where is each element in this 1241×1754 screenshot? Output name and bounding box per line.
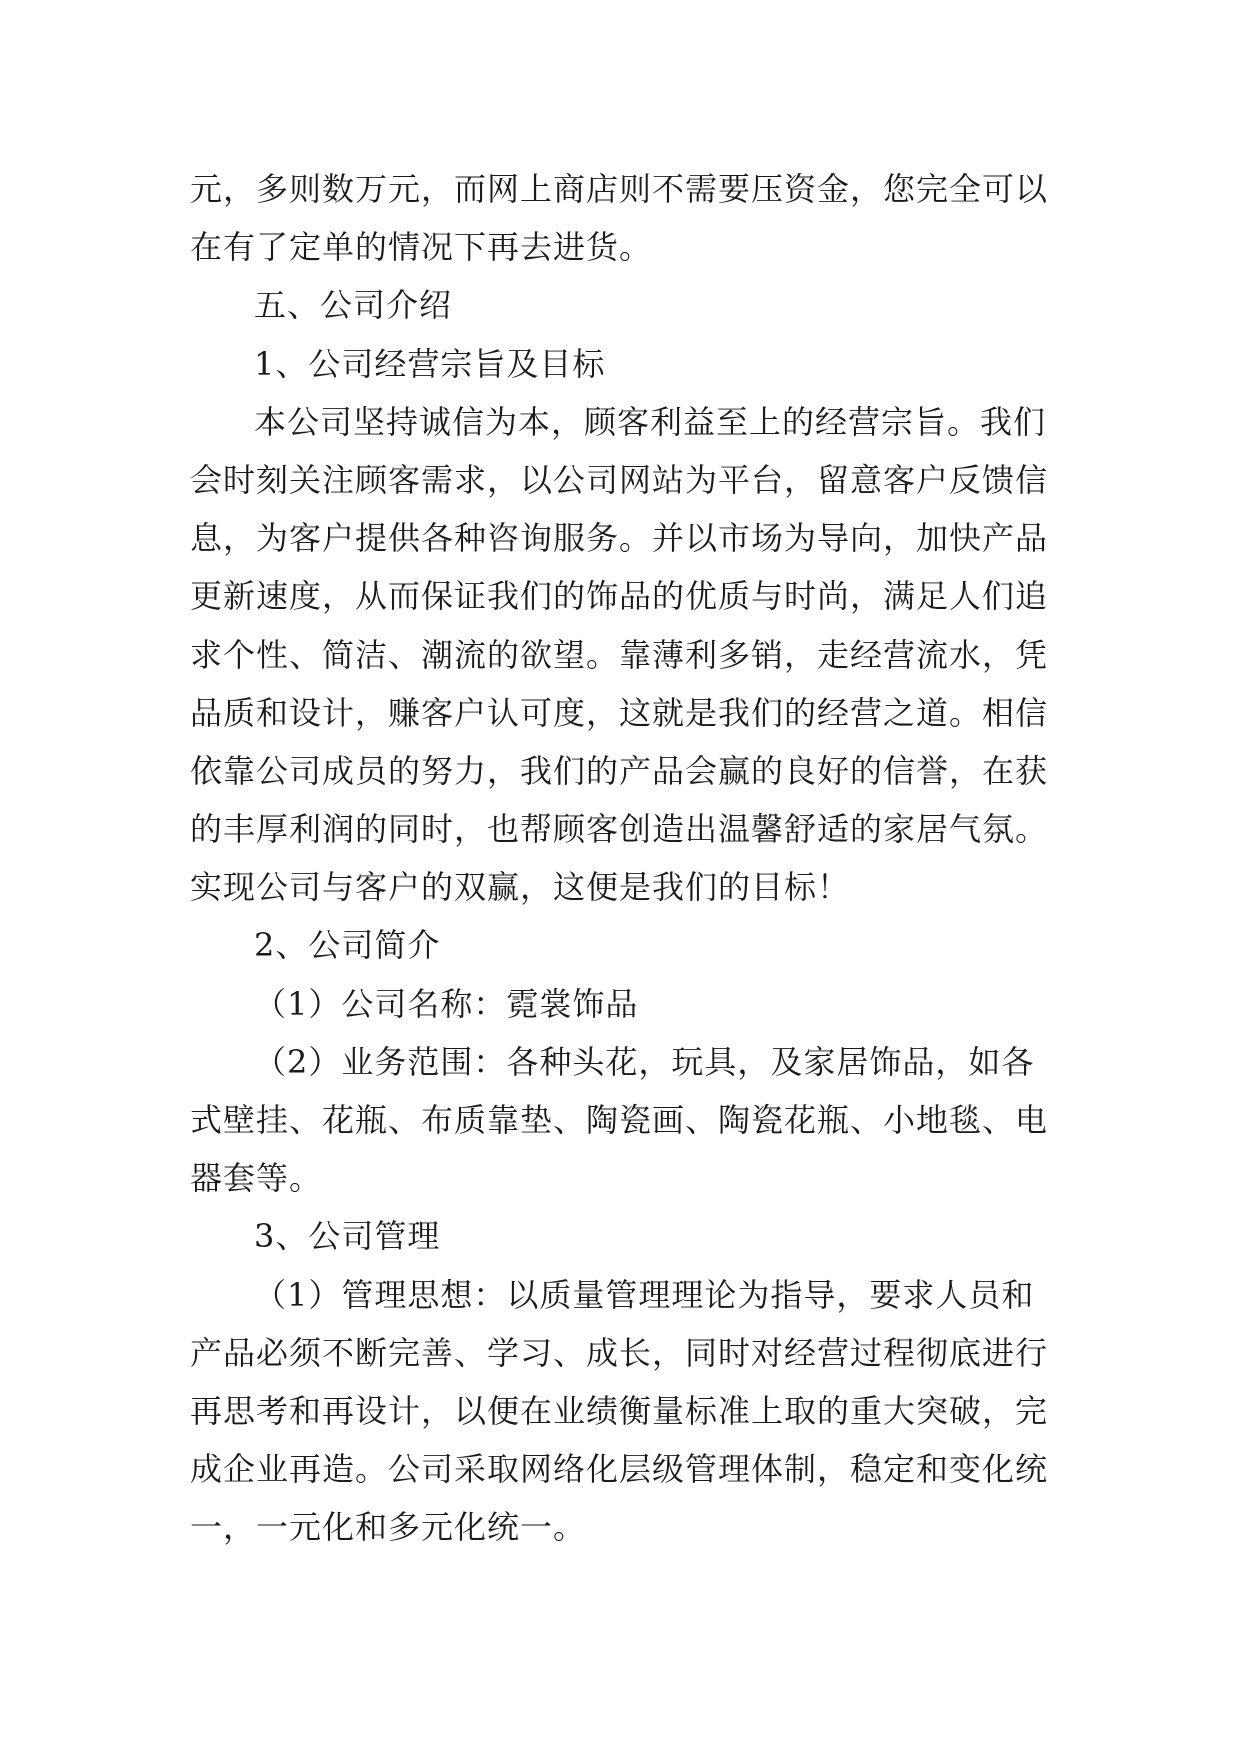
paragraph-line: 品质和设计，赚客户认可度，这就是我们的经营之道。相信 [190,693,1049,732]
subsection-heading: 2、公司简介 [254,926,441,965]
document-body [190,160,1070,1557]
paragraph-line: 式壁挂、花瓶、布质靠垫、陶瓷画、陶瓷花瓶、小地毯、电 [190,1101,1049,1139]
paragraph-line: 的丰厚利润的同时，也帮顾客创造出温馨舒适的家居气氛。 [190,810,1049,849]
paragraph-line: 成企业再造。公司采取网络化层级管理体制，稳定和变化统 [190,1450,1049,1489]
list-item: （1）管理思想：以质量管理理论为指导，要求人员和 [254,1275,1035,1314]
list-item: （1）公司名称：霓裳饰品 [254,984,639,1023]
paragraph-line: 在有了定单的情况下再去进货。 [190,228,653,267]
paragraph-line: 元，多则数万元，而网上商店则不需要压资金，您完全可以 [190,170,1049,208]
paragraph-line: 器套等。 [190,1159,323,1198]
paragraph-line: 产品必须不断完善、学习、成长，同时对经营过程彻底进行 [190,1333,1049,1372]
list-item: （2）业务范围：各种头花，玩具，及家居饰品，如各 [254,1042,1035,1081]
paragraph-line: 会时刻关注顾客需求，以公司网站为平台，留意客户反馈信 [190,460,1049,499]
paragraph-line: 息，为客户提供各种咨询服务。并以市场为导向，加快产品 [190,519,1049,558]
section-heading: 五、公司介绍 [254,286,453,325]
paragraph-line: 实现公司与客户的双赢，这便是我们的目标！ [190,868,851,907]
paragraph-line: 本公司坚持诚信为本，顾客利益至上的经营宗旨。我们 [254,402,1047,441]
subsection-heading: 1、公司经营宗旨及目标 [254,344,606,383]
subsection-heading: 3、公司管理 [254,1217,441,1256]
paragraph-line: 求个性、简洁、潮流的欲望。靠薄利多销，走经营流水，凭 [190,635,1049,674]
paragraph-line: 一，一元化和多元化统一。 [190,1508,587,1547]
paragraph-line: 更新速度，从而保证我们的饰品的优质与时尚，满足人们追 [190,577,1049,616]
paragraph-line: 再思考和再设计，以便在业绩衡量标准上取的重大突破，完 [190,1391,1049,1430]
paragraph-line: 依靠公司成员的努力，我们的产品会赢的良好的信誉，在获 [190,751,1049,790]
